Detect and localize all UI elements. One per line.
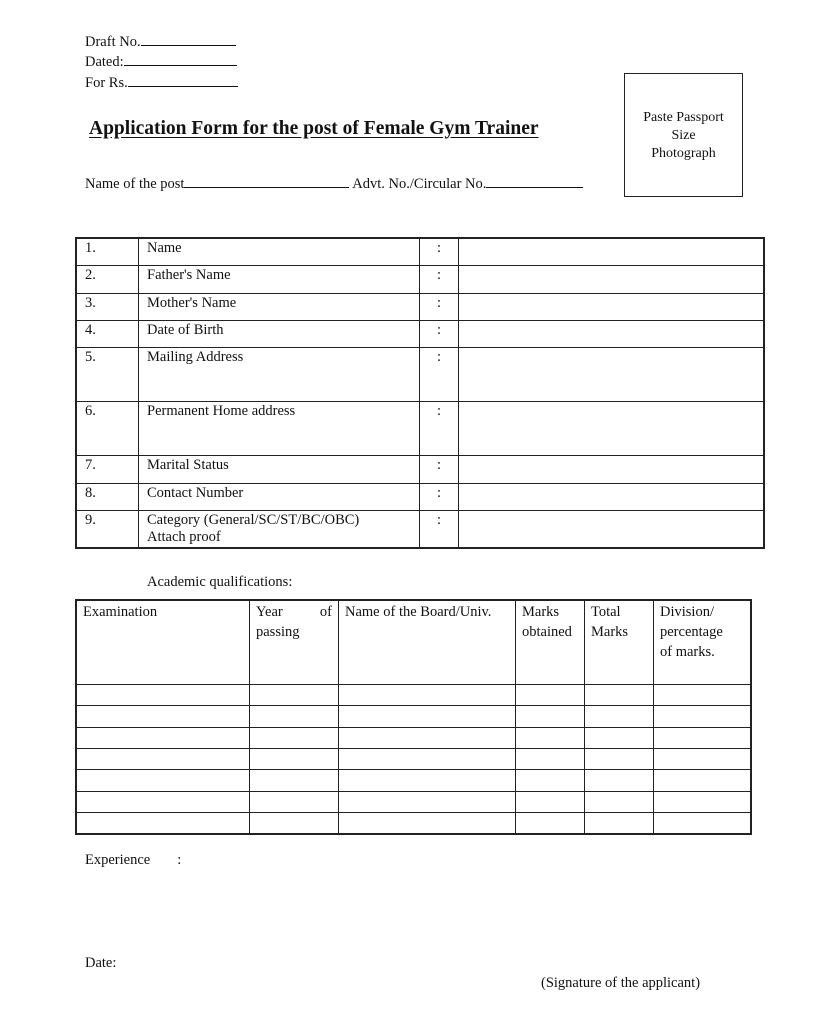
row-number: 4.	[77, 321, 139, 348]
row-number: 7.	[77, 456, 139, 484]
passport-photo-box	[624, 73, 743, 197]
col-board: Name of the Board/Univ.	[339, 601, 516, 685]
table-cell[interactable]	[585, 706, 654, 728]
row-label: Permanent Home address	[139, 402, 420, 456]
col-division	[654, 601, 751, 685]
for-rs-field[interactable]	[128, 85, 238, 87]
table-cell[interactable]	[516, 749, 585, 770]
marital-status-value-field[interactable]	[459, 456, 764, 484]
table-cell[interactable]	[77, 706, 250, 728]
table-cell[interactable]	[516, 685, 585, 706]
table-cell[interactable]	[516, 770, 585, 792]
academic-row	[77, 685, 751, 706]
row-number: 1.	[77, 239, 139, 266]
table-cell[interactable]	[585, 749, 654, 770]
advt-no-label: Advt. No./Circular No.	[352, 176, 487, 192]
academic-row	[77, 813, 751, 834]
table-cell[interactable]	[77, 728, 250, 749]
table-cell[interactable]	[77, 792, 250, 813]
row-colon: :	[420, 484, 459, 511]
row-label: Father's Name	[139, 266, 420, 294]
division-word: Division/	[660, 604, 714, 620]
mailing-address-value-field[interactable]	[459, 348, 764, 402]
row-colon: :	[420, 321, 459, 348]
detail-row-name	[77, 239, 764, 266]
detail-row-mother-name	[77, 294, 764, 321]
detail-row-permanent-address	[77, 402, 764, 456]
personal-details-table	[76, 238, 764, 548]
page-title: Application Form for the post of Female Gym Trainer	[89, 118, 539, 139]
detail-row-father-name	[77, 266, 764, 294]
percentage-word: percentage	[660, 624, 723, 640]
academic-header-row	[77, 601, 751, 685]
row-label: Mailing Address	[139, 348, 420, 402]
photo-box-line-2: Size	[671, 128, 696, 143]
table-cell[interactable]	[339, 749, 516, 770]
row-label: Date of Birth	[139, 321, 420, 348]
row-label: Mother's Name	[139, 294, 420, 321]
table-cell[interactable]	[250, 706, 339, 728]
permanent-address-value-field[interactable]	[459, 402, 764, 456]
table-cell[interactable]	[339, 685, 516, 706]
experience-line	[85, 852, 181, 869]
academic-row	[77, 706, 751, 728]
table-cell[interactable]	[516, 706, 585, 728]
table-cell[interactable]	[339, 792, 516, 813]
total-marks-word: Marks	[591, 624, 629, 640]
date-of-birth-value-field[interactable]	[459, 321, 764, 348]
table-cell[interactable]	[585, 813, 654, 834]
date-label: Date:	[85, 955, 117, 971]
row-label: Contact Number	[139, 484, 420, 511]
category-label: Category (General/SC/ST/BC/OBC)	[147, 512, 360, 528]
attach-proof-label: Attach proof	[147, 529, 221, 545]
row-colon: :	[420, 294, 459, 321]
dated-line	[85, 54, 237, 71]
table-cell[interactable]	[339, 706, 516, 728]
dated-label: Dated:	[85, 54, 124, 70]
category-value-field[interactable]	[459, 511, 764, 548]
draft-no-label: Draft No.	[85, 34, 141, 50]
year-word: Year	[256, 604, 283, 620]
table-cell[interactable]	[77, 749, 250, 770]
draft-no-line	[85, 34, 236, 51]
row-number: 6.	[77, 402, 139, 456]
academic-row	[77, 792, 751, 813]
academic-row	[77, 749, 751, 770]
table-cell[interactable]	[654, 728, 751, 749]
table-cell[interactable]	[339, 728, 516, 749]
table-cell[interactable]	[339, 813, 516, 834]
table-cell[interactable]	[250, 792, 339, 813]
row-colon: :	[420, 266, 459, 294]
table-cell[interactable]	[585, 770, 654, 792]
name-of-post-field[interactable]	[184, 186, 349, 188]
table-cell[interactable]	[339, 770, 516, 792]
table-cell[interactable]	[250, 728, 339, 749]
table-cell[interactable]	[585, 728, 654, 749]
passing-word: passing	[256, 624, 300, 640]
table-cell[interactable]	[77, 770, 250, 792]
col-marks-obtained	[516, 601, 585, 685]
table-cell[interactable]	[516, 728, 585, 749]
table-cell[interactable]	[654, 685, 751, 706]
row-number: 3.	[77, 294, 139, 321]
experience-colon: :	[177, 852, 182, 868]
table-cell[interactable]	[77, 685, 250, 706]
row-label: Marital Status	[139, 456, 420, 484]
of-word: of	[319, 604, 332, 620]
academic-row	[77, 770, 751, 792]
signature-label: (Signature of the applicant)	[541, 975, 701, 991]
col-examination: Examination	[77, 601, 250, 685]
col-total-marks	[585, 601, 654, 685]
dated-field[interactable]	[124, 64, 237, 66]
row-number: 8.	[77, 484, 139, 511]
contact-number-value-field[interactable]	[459, 484, 764, 511]
row-colon: :	[420, 239, 459, 266]
table-cell[interactable]	[585, 685, 654, 706]
experience-label: Experience	[85, 852, 151, 868]
table-cell[interactable]	[654, 770, 751, 792]
row-number: 5.	[77, 348, 139, 402]
detail-row-contact-number	[77, 484, 764, 511]
total-word: Total	[591, 604, 621, 620]
row-colon: :	[420, 402, 459, 456]
photo-box-line-1: Paste Passport	[643, 110, 724, 125]
photo-box-line-3: Photograph	[651, 146, 716, 161]
experience-field[interactable]	[200, 850, 740, 930]
table-cell[interactable]	[250, 685, 339, 706]
col-year-of-passing	[250, 601, 339, 685]
detail-row-marital-status	[77, 456, 764, 484]
table-cell[interactable]	[250, 770, 339, 792]
name-value-field[interactable]	[459, 239, 764, 266]
row-label: Name	[139, 239, 420, 266]
academic-heading: Academic qualifications:	[147, 574, 293, 590]
table-cell[interactable]	[654, 813, 751, 834]
table-cell[interactable]	[654, 706, 751, 728]
mother-name-value-field[interactable]	[459, 294, 764, 321]
draft-no-field[interactable]	[141, 44, 236, 46]
row-colon: :	[420, 511, 459, 548]
table-cell[interactable]	[250, 813, 339, 834]
detail-row-mailing-address	[77, 348, 764, 402]
row-number: 2.	[77, 266, 139, 294]
of-marks-word: of marks.	[660, 644, 715, 660]
post-line	[85, 176, 583, 193]
name-of-post-label: Name of the post	[85, 176, 185, 192]
row-label	[139, 511, 420, 548]
marks-word: Marks	[522, 604, 560, 620]
table-cell[interactable]	[654, 792, 751, 813]
table-cell[interactable]	[516, 792, 585, 813]
detail-row-category	[77, 511, 764, 548]
table-cell[interactable]	[654, 749, 751, 770]
row-number: 9.	[77, 511, 139, 548]
obtained-word: obtained	[522, 624, 572, 640]
table-cell[interactable]	[250, 749, 339, 770]
table-cell[interactable]	[585, 792, 654, 813]
father-name-value-field[interactable]	[459, 266, 764, 294]
for-rs-line	[85, 75, 238, 92]
academic-table	[76, 600, 751, 834]
for-rs-label: For Rs.	[85, 75, 128, 91]
academic-row	[77, 728, 751, 749]
row-colon: :	[420, 348, 459, 402]
table-cell[interactable]	[77, 813, 250, 834]
detail-row-date-of-birth	[77, 321, 764, 348]
advt-no-field[interactable]	[486, 186, 583, 188]
table-cell[interactable]	[516, 813, 585, 834]
row-colon: :	[420, 456, 459, 484]
